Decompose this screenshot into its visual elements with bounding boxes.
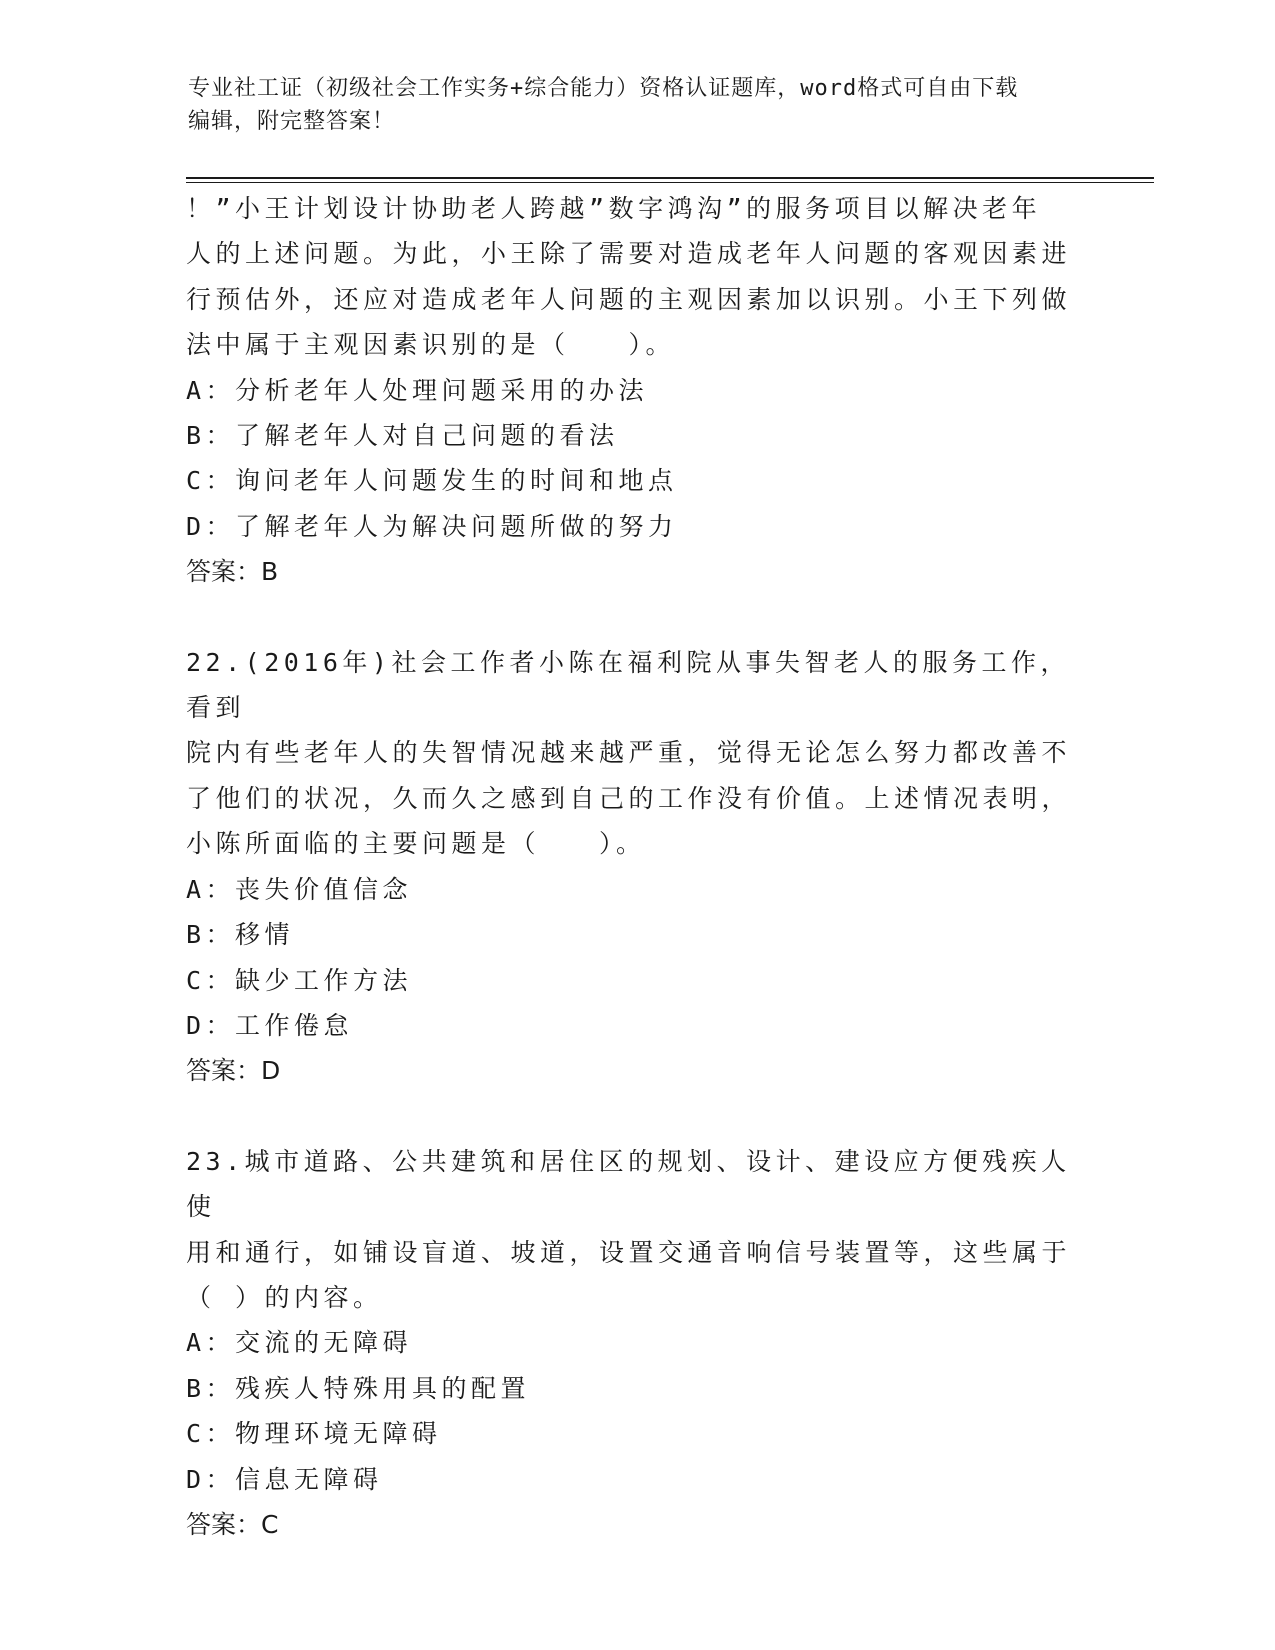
option-b: B：移情 [186, 920, 295, 950]
question-stem-line: 院内有些老年人的失智情况越来越严重，觉得无论怎么努力都改善不 [186, 738, 1072, 768]
question-stem-line: 了他们的状况，久而久之感到自己的工作没有价值。上述情况表明， [186, 783, 1072, 813]
option-a: A：丧失价值信念 [186, 874, 413, 904]
header-divider-thick [186, 177, 1154, 179]
question-stem-line: 法中属于主观因素识别的是（ ）。 [186, 330, 676, 360]
question-stem-line: 小陈所面临的主要问题是（ ）。 [186, 829, 646, 859]
question-stem-line: 行预估外，还应对造成老年人问题的主观因素加以识别。小王下列做 [186, 284, 1072, 314]
question-stem-line: ！”小王计划设计协助老人跨越”数字鸿沟”的服务项目以解决老年 [186, 194, 1042, 223]
question-block [186, 186, 1086, 595]
option-d: D：信息无障碍 [186, 1464, 383, 1494]
option-b: B：残疾人特殊用具的配置 [186, 1373, 531, 1403]
option-d: D：工作倦怠 [186, 1010, 354, 1040]
answer-label: 答案：D [186, 1056, 281, 1086]
option-d: D：了解老年人为解决问题所做的努力 [186, 511, 678, 541]
question-block [186, 1139, 1086, 1548]
question-list [186, 186, 1086, 1547]
question-stem-line: 23.城市道路、公共建筑和居住区的规划、设计、建设应方便残疾人使 [186, 1146, 1071, 1222]
answer-label: 答案：B [186, 557, 279, 587]
header-line-1: 专业社工证（初级社会工作实务+综合能力）资格认证题库，word格式可自由下载 [188, 76, 1019, 101]
question-stem-line: （ ）的内容。 [186, 1282, 383, 1312]
option-c: C：物理环境无障碍 [186, 1419, 442, 1449]
question-stem-line: 人的上述问题。为此，小王除了需要对造成老年人问题的客观因素进 [186, 239, 1072, 269]
spacer [186, 1094, 1086, 1139]
option-a: A：分析老年人处理问题采用的办法 [186, 375, 649, 405]
option-c: C：缺少工作方法 [186, 965, 413, 995]
question-block [186, 640, 1086, 1094]
answer-label: 答案：C [186, 1509, 279, 1539]
option-a: A：交流的无障碍 [186, 1328, 413, 1358]
document-header [188, 72, 1088, 138]
question-stem-line: 用和通行，如铺设盲道、坡道，设置交通音响信号装置等，这些属于 [186, 1237, 1072, 1267]
spacer [186, 595, 1086, 640]
header-divider-thin [186, 182, 1154, 183]
question-stem-line: 22.(2016年)社会工作者小陈在福利院从事失智老人的服务工作，看到 [186, 647, 1070, 723]
header-line-2: 编辑，附完整答案！ [188, 109, 396, 134]
option-b: B：了解老年人对自己问题的看法 [186, 421, 619, 451]
option-c: C：询问老年人问题发生的时间和地点 [186, 466, 678, 496]
